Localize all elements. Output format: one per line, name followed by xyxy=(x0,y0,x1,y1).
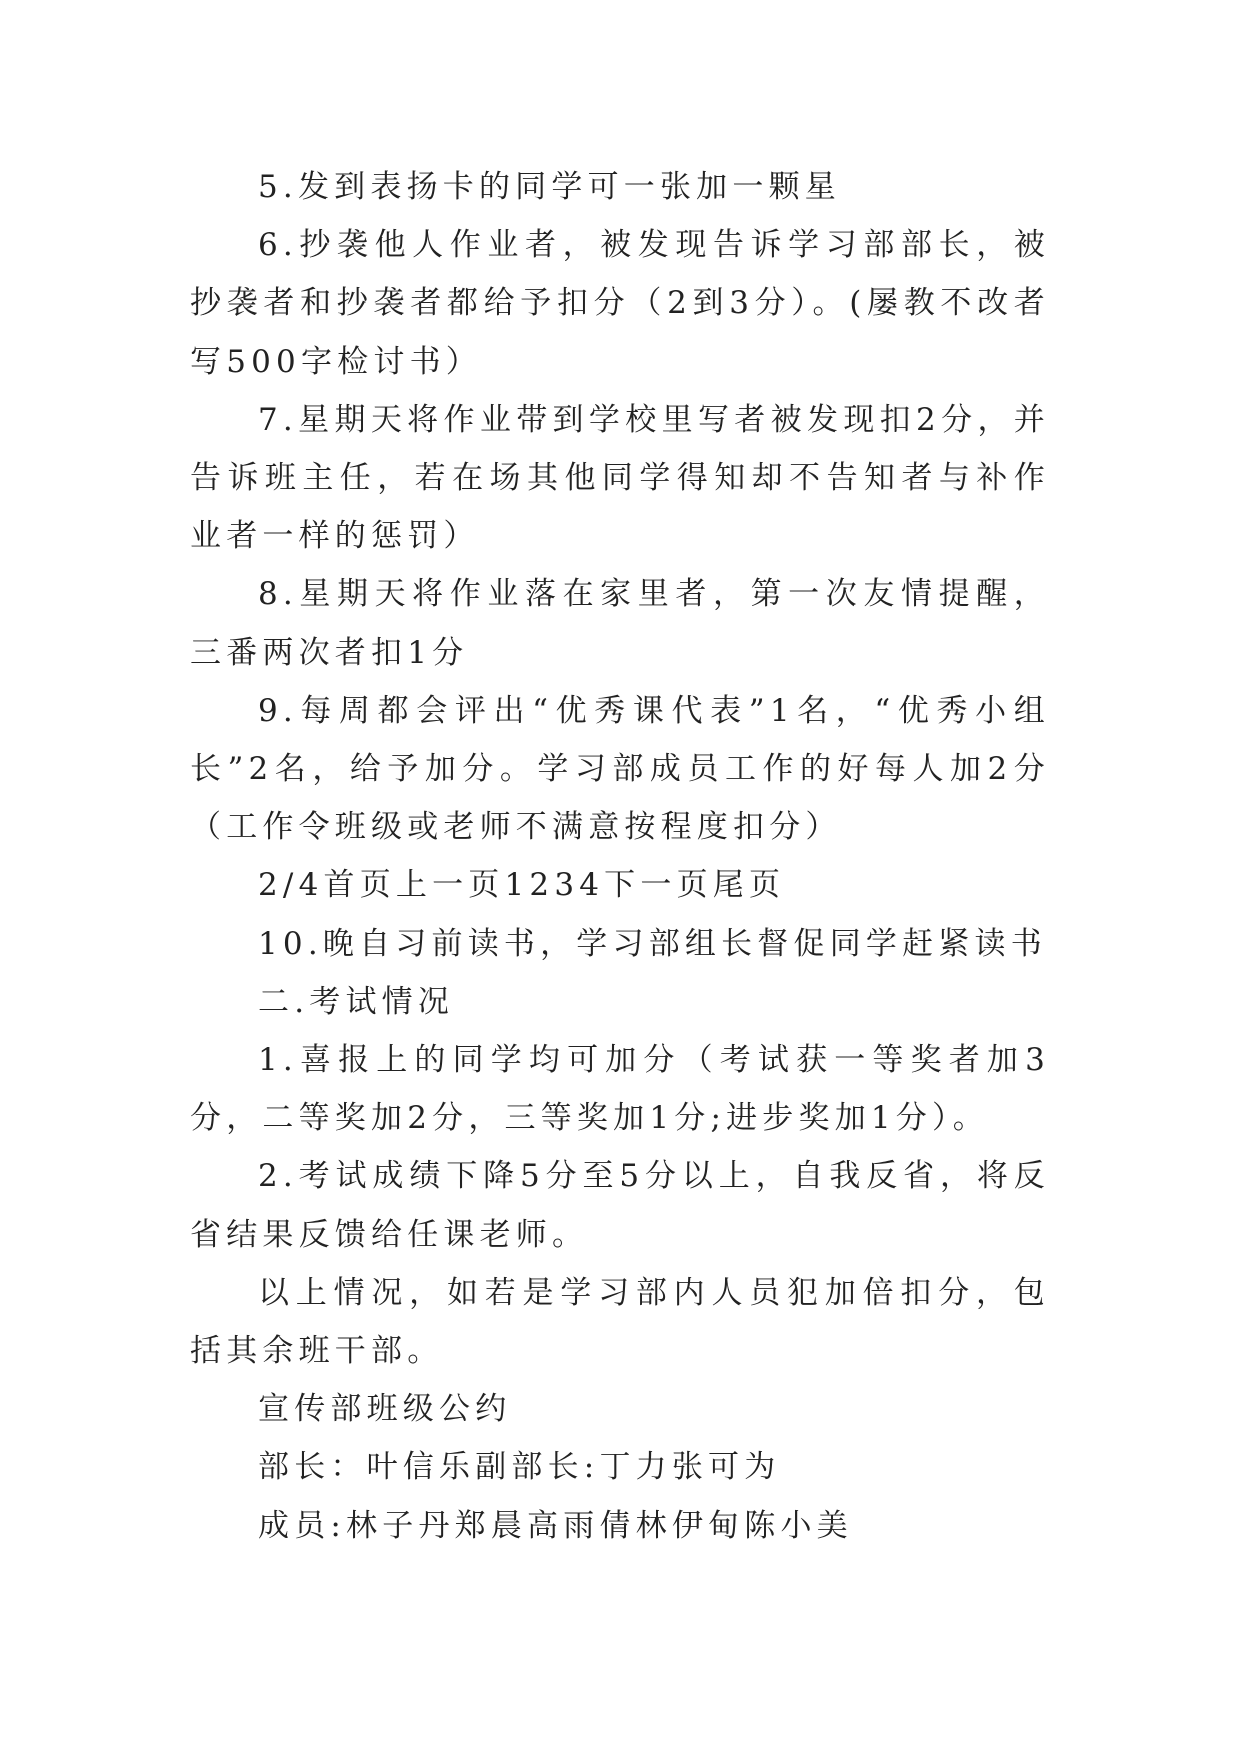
exam-item-2: 2.考试成绩下降5分至5分以上，自我反省，将反省结果反馈给任课老师。 xyxy=(190,1158,1050,1253)
exam-item-1: 1.喜报上的同学均可加分（考试获一等奖者加3分，二等奖加2分，三等奖加1分;进步奖加1分）。 xyxy=(190,1042,1050,1137)
pagination-text: 2/4首页上一页1234下一页尾页 xyxy=(258,867,786,904)
publicity-dept-title: 宣传部班级公约 xyxy=(258,1391,512,1428)
rule-item-10: 10.晚自习前读书，学习部组长督促同学赶紧读书 xyxy=(258,925,1047,962)
rule-item-7: 7.星期天将作业带到学校里写者被发现扣2分，并告诉班主任，若在场其他同学得知却不告知者与补作业者一样的惩罚） xyxy=(190,401,1050,555)
rule-item-5: 5.发到表扬卡的同学可一张加一颗星 xyxy=(258,169,841,205)
section-heading-exam: 二.考试情况 xyxy=(258,983,455,1020)
note-paragraph: 以上情况，如若是学习部内人员犯加倍扣分，包括其余班干部。 xyxy=(190,1274,1050,1370)
document-body xyxy=(190,158,1050,1555)
rule-item-8: 8.星期天将作业落在家里者，第一次友情提醒，三番两次者扣1分 xyxy=(190,576,1050,671)
dept-leaders: 部长：叶信乐副部长:丁力张可为 xyxy=(258,1449,781,1486)
rule-item-9: 9.每周都会评出“优秀课代表”1名，“优秀小组长”2名，给予加分。学习部成员工作的好每人加2分（工作令班级或老师不满意按程度扣分） xyxy=(190,692,1050,846)
rule-item-6: 6.抄袭他人作业者，被发现告诉学习部部长，被抄袭者和抄袭者都给予扣分（2到3分）。(屡教不改者写500字检讨书） xyxy=(190,227,1050,380)
dept-members: 成员:林子丹郑晨高雨倩林伊甸陈小美 xyxy=(258,1507,853,1544)
